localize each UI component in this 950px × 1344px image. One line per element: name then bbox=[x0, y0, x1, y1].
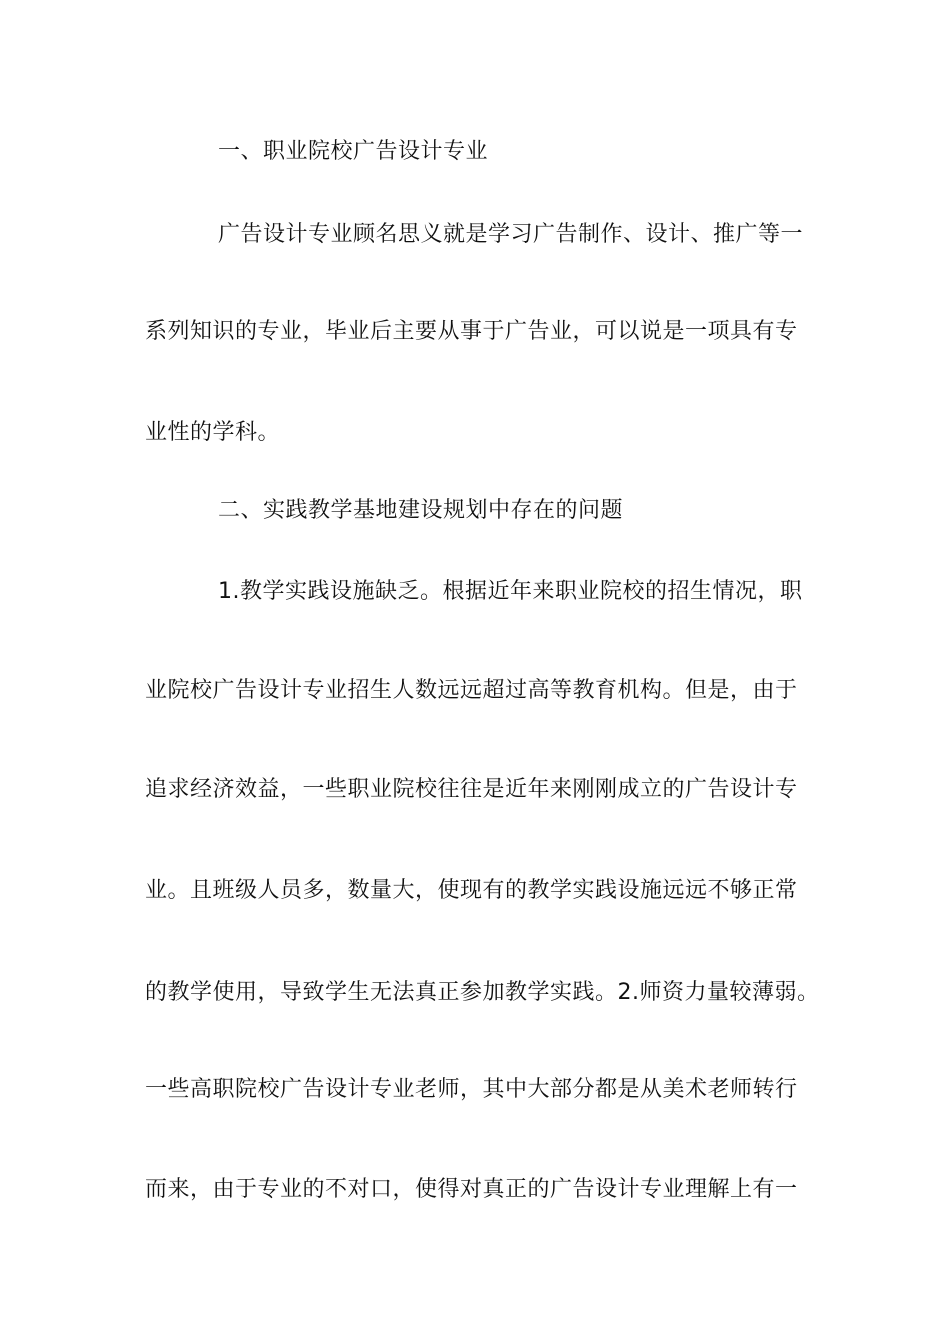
paragraph-line: 业。且班级人员多，数量大，使现有的教学实践设施远远不够正常 bbox=[145, 878, 798, 903]
paragraph-line: 追求经济效益，一些职业院校往往是近年来刚刚成立的广告设计专 bbox=[145, 777, 798, 802]
paragraph-line: 而来，由于专业的不对口，使得对真正的广告设计专业理解上有一 bbox=[145, 1177, 798, 1202]
section-heading-2: 二、实践教学基地建设规划中存在的问题 bbox=[218, 498, 624, 523]
paragraph-line: 业性的学科。 bbox=[145, 420, 281, 445]
paragraph-line: 业院校广告设计专业招生人数远远超过高等教育机构。但是，由于 bbox=[145, 678, 798, 703]
section-heading-1: 一、职业院校广告设计专业 bbox=[218, 139, 489, 164]
paragraph-line: 一些高职院校广告设计专业老师，其中大部分都是从美术老师转行 bbox=[145, 1077, 798, 1102]
paragraph-line: 的教学使用，导致学生无法真正参加教学实践。2.师资力量较薄弱。 bbox=[145, 980, 820, 1005]
paragraph-line: 广告设计专业顾名思义就是学习广告制作、设计、推广等一 bbox=[218, 222, 804, 247]
paragraph-line: 系列知识的专业，毕业后主要从事于广告业，可以说是一项具有专 bbox=[145, 319, 798, 344]
paragraph-line: 1.教学实践设施缺乏。根据近年来职业院校的招生情况，职 bbox=[218, 579, 803, 604]
